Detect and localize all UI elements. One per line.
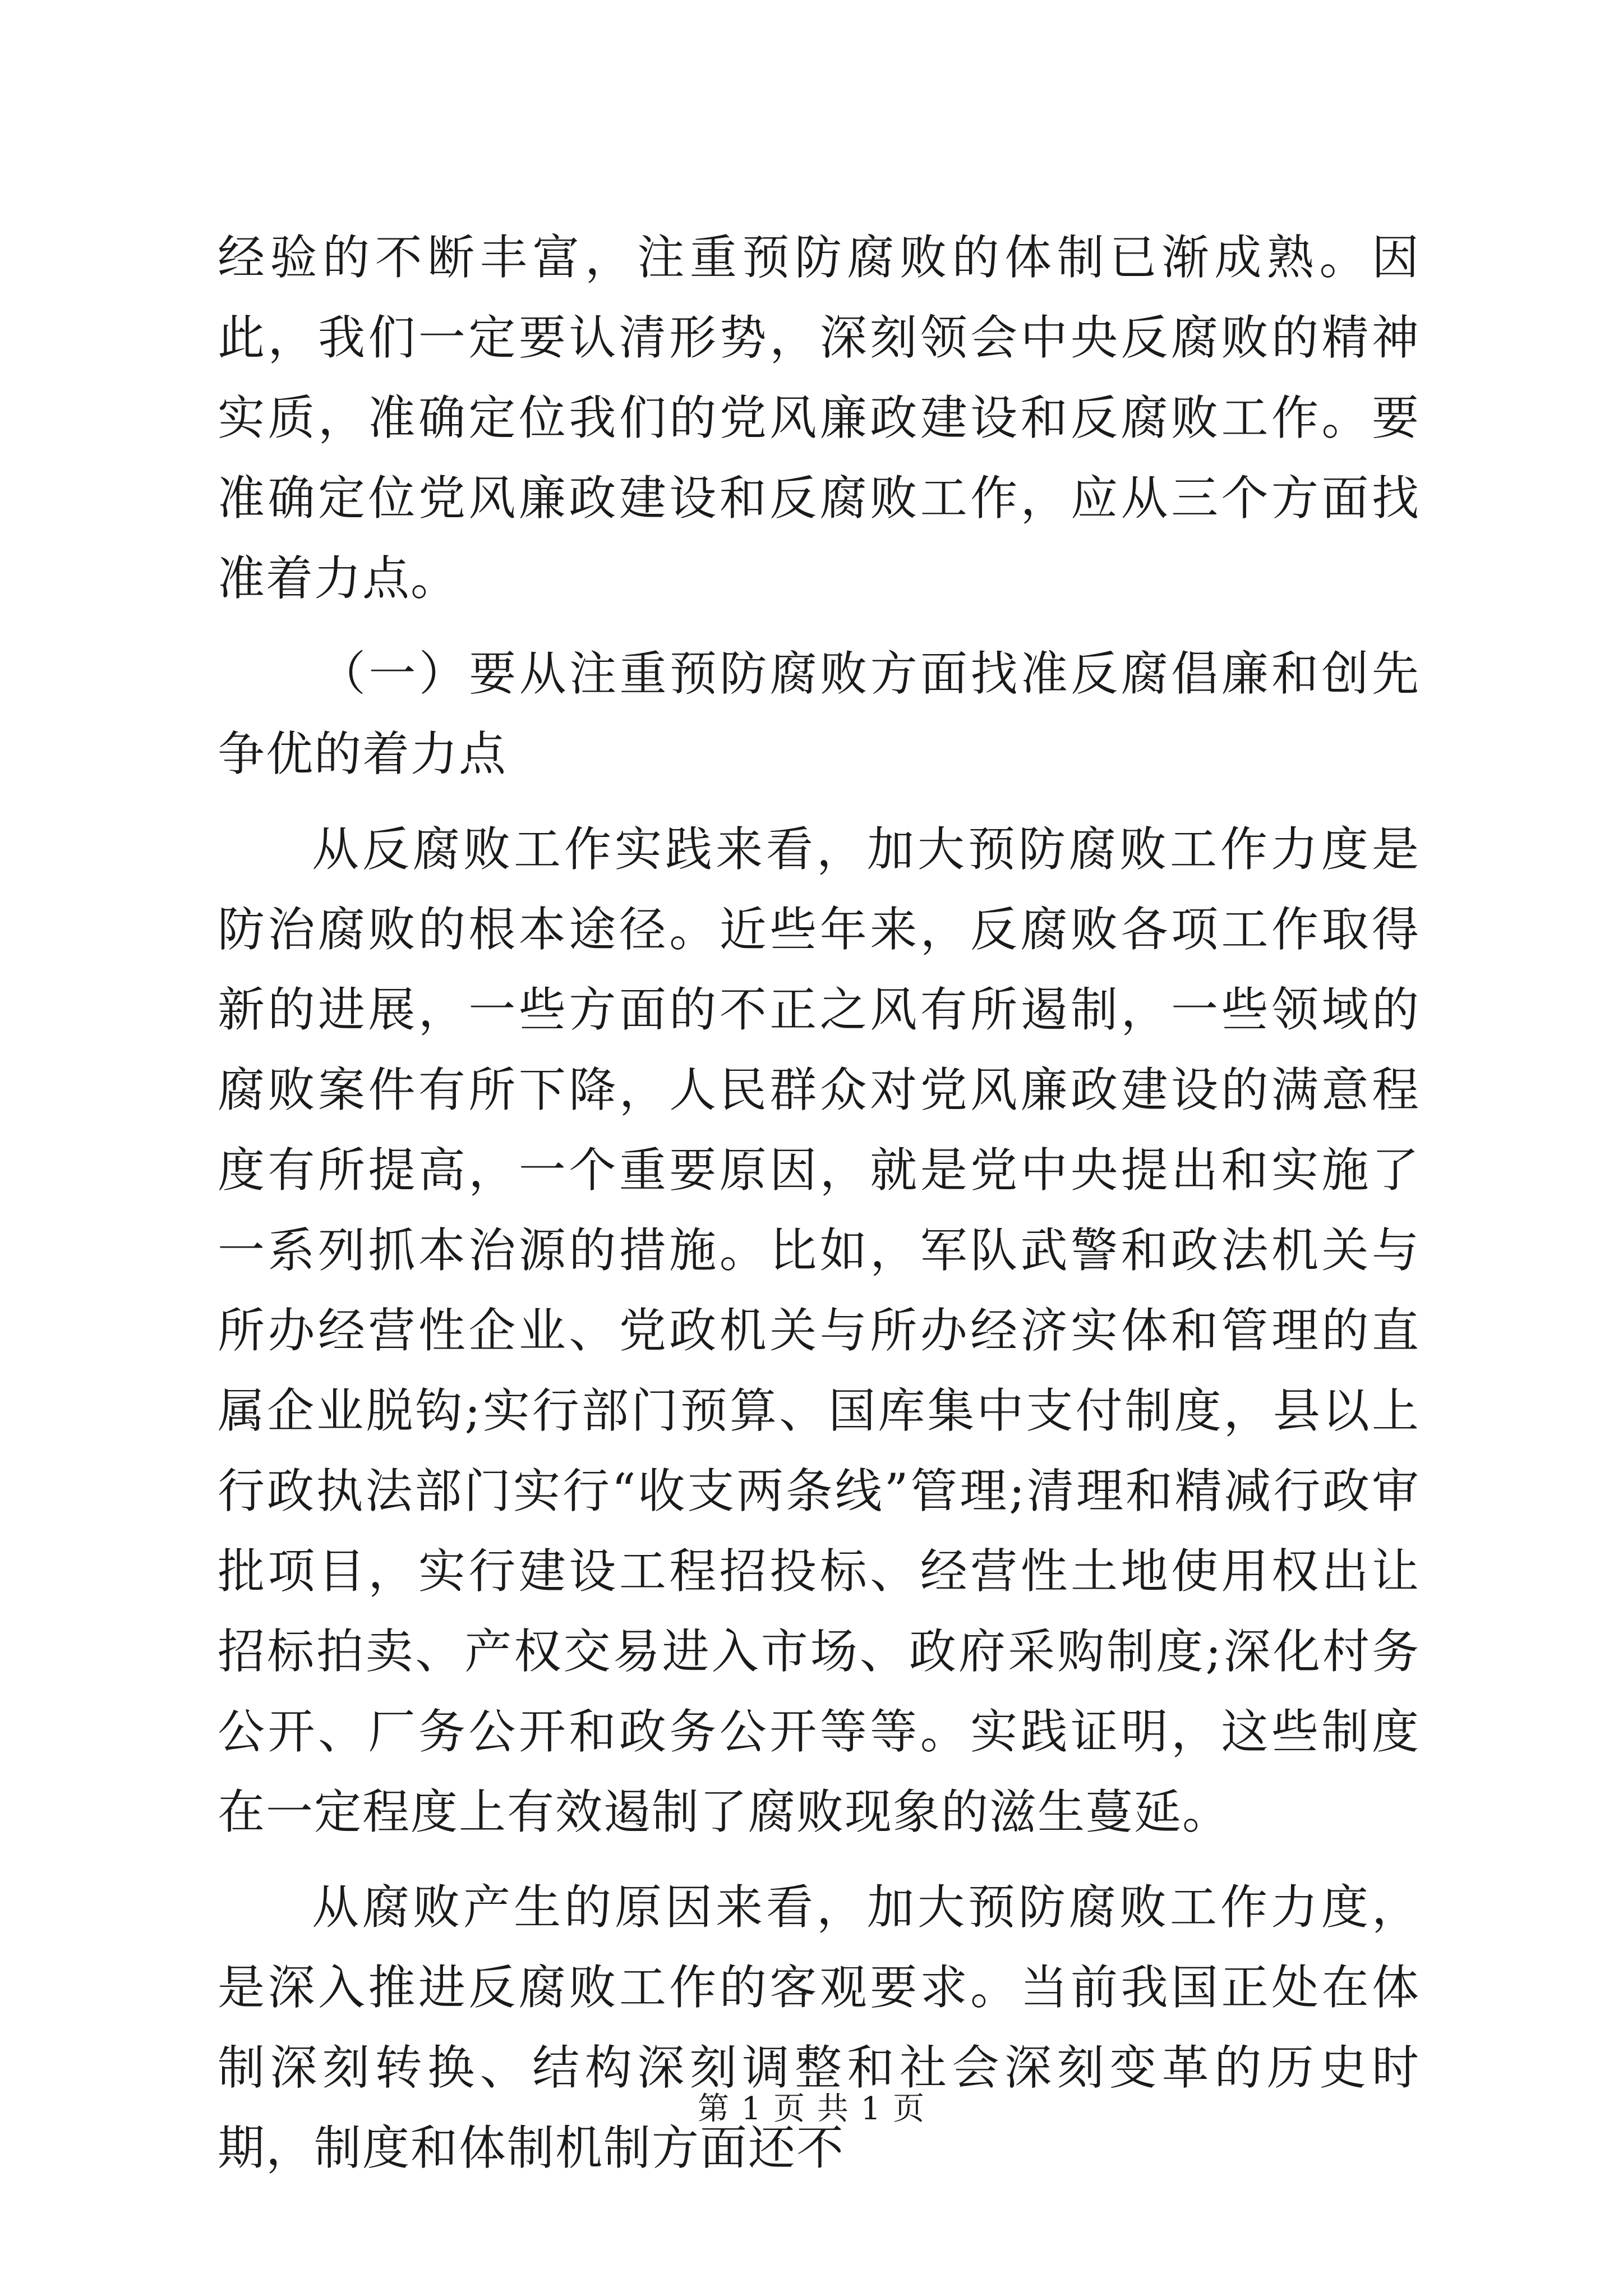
document-body [218,218,1420,2203]
paragraph: 从反腐败工作实践来看，加大预防腐败工作力度是防治腐败的根本途径。近些年来，反腐败各项工作取得新的进展，一些方面的不正之风有所遏制，一些领域的腐败案件有所下降，人民群众对党风廉政建设的满意程度有所提高，一个重要原因，就是党中央提出和实施了一系列抓本治源的措施。比如，军队武警和政法机关与所办经营性企业、党政机关与所办经济实体和管理的直属企业脱钩;实行部门预算、国库集中支付制度，县以上行政执法部门实行“收支两条线”管理;清理和精减行政审批项目，实行建设工程招投标、经营性土地使用权出让招标拍卖、产权交易进入市场、政府采购制度;深化村务公开、厂务公开和政务公开等等。实践证明，这些制度在一定程度上有效遏制了腐败现象的滋生蔓延。 [218,822,1420,1839]
page-footer: 第 1 页 共 1 页 [697,2091,926,2127]
paragraph: 从腐败产生的原因来看，加大预防腐败工作力度，是深入推进反腐败工作的客观要求。当前我国正处在体制深刻转换、结构深刻调整和社会深刻变革的历史时期，制度和体制机制方面还不 [218,1880,1420,2175]
paragraph-continuation: 经验的不断丰富，注重预防腐败的体制已渐成熟。因此，我们一定要认清形势，深刻领会中央反腐败的精神实质，准确定位我们的党风廉政建设和反腐败工作。要准确定位党风廉政建设和反腐败工作，应从三个方面找准着力点。 [218,230,1420,606]
section-heading: （一）要从注重预防腐败方面找准反腐倡廉和创先争优的着力点 [218,646,1420,781]
